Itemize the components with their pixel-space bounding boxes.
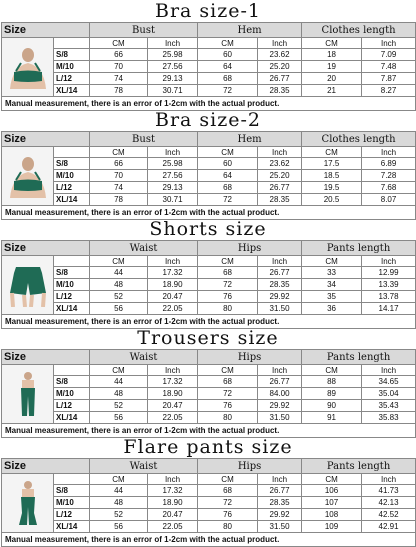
measurement-value: 20.5 <box>302 194 362 206</box>
measurement-value: 29.92 <box>258 400 302 412</box>
measurement-value: 29.13 <box>148 73 198 85</box>
unit-cm: CM <box>90 365 148 376</box>
table-row <box>2 85 416 97</box>
table-row <box>2 279 416 291</box>
unit-inch: Inch <box>362 474 416 485</box>
measurement-header: Bust <box>90 132 198 147</box>
measurement-value: 13.78 <box>362 291 416 303</box>
measurement-note: Manual measurement, there is an error of 1-2cm with the actual product. <box>2 206 416 220</box>
unit-cm: CM <box>198 147 258 158</box>
table-row <box>2 61 416 73</box>
measurement-value: 7.48 <box>362 61 416 73</box>
unit-cm: CM <box>198 474 258 485</box>
measurement-value: 35 <box>302 291 362 303</box>
unit-cm: CM <box>90 256 148 267</box>
measurement-value: 23.62 <box>258 158 302 170</box>
measurement-value: 42.91 <box>362 521 416 533</box>
measurement-value: 31.50 <box>258 412 302 424</box>
size-column-header: Size <box>2 350 90 365</box>
measurement-value: 7.28 <box>362 170 416 182</box>
size-section <box>0 218 416 327</box>
measurement-value: 76 <box>198 509 258 521</box>
unit-cm: CM <box>302 147 362 158</box>
section-title: Flare pants size <box>123 436 293 458</box>
size-section <box>0 327 416 436</box>
size-label: XL/14 <box>54 303 90 315</box>
measurement-value: 80 <box>198 303 258 315</box>
measurement-value: 30.71 <box>148 85 198 97</box>
size-label: S/8 <box>54 267 90 279</box>
measurement-header: Bust <box>90 23 198 38</box>
measurement-value: 80 <box>198 521 258 533</box>
table-row <box>2 303 416 315</box>
size-unit-blank <box>54 38 90 49</box>
measurement-value: 25.20 <box>258 61 302 73</box>
measurement-value: 17.32 <box>148 267 198 279</box>
table-row <box>2 521 416 533</box>
table-row <box>2 509 416 521</box>
measurement-value: 26.77 <box>258 376 302 388</box>
measurement-value: 64 <box>198 61 258 73</box>
unit-inch: Inch <box>258 256 302 267</box>
measurement-value: 72 <box>198 85 258 97</box>
measurement-value: 68 <box>198 376 258 388</box>
measurement-value: 35.43 <box>362 400 416 412</box>
measurement-value: 25.98 <box>148 158 198 170</box>
shorts-photo-icon <box>2 256 54 315</box>
measurement-value: 22.05 <box>148 521 198 533</box>
measurement-value: 106 <box>302 485 362 497</box>
unit-cm: CM <box>90 474 148 485</box>
measurement-value: 26.77 <box>258 267 302 279</box>
measurement-value: 72 <box>198 194 258 206</box>
unit-cm: CM <box>90 147 148 158</box>
measurement-value: 27.56 <box>148 170 198 182</box>
measurement-value: 48 <box>90 279 148 291</box>
measurement-value: 21 <box>302 85 362 97</box>
measurement-value: 6.89 <box>362 158 416 170</box>
measurement-value: 12.99 <box>362 267 416 279</box>
unit-cm: CM <box>90 38 148 49</box>
unit-cm: CM <box>302 256 362 267</box>
flare-pants-photo-icon <box>2 474 54 533</box>
measurement-value: 33 <box>302 267 362 279</box>
measurement-value: 78 <box>90 85 148 97</box>
measurement-value: 48 <box>90 388 148 400</box>
measurement-value: 28.35 <box>258 194 302 206</box>
measurement-value: 18.5 <box>302 170 362 182</box>
table-row <box>2 158 416 170</box>
measurement-value: 107 <box>302 497 362 509</box>
measurement-value: 25.20 <box>258 170 302 182</box>
size-column-header: Size <box>2 241 90 256</box>
unit-inch: Inch <box>148 365 198 376</box>
size-unit-blank <box>54 256 90 267</box>
size-label: M/10 <box>54 170 90 182</box>
size-label: M/10 <box>54 497 90 509</box>
table-row <box>2 49 416 61</box>
size-label: S/8 <box>54 158 90 170</box>
size-label: L/12 <box>54 182 90 194</box>
measurement-header: Waist <box>90 459 198 474</box>
measurement-value: 72 <box>198 388 258 400</box>
size-table <box>1 349 416 438</box>
measurement-value: 72 <box>198 497 258 509</box>
measurement-value: 20.47 <box>148 291 198 303</box>
measurement-header: Hips <box>198 241 302 256</box>
measurement-value: 70 <box>90 61 148 73</box>
measurement-value: 8.07 <box>362 194 416 206</box>
table-row <box>2 376 416 388</box>
measurement-header: Hem <box>198 23 302 38</box>
measurement-value: 44 <box>90 267 148 279</box>
size-column-header: Size <box>2 23 90 38</box>
measurement-note: Manual measurement, there is an error of 1-2cm with the actual product. <box>2 533 416 547</box>
size-label: XL/14 <box>54 85 90 97</box>
measurement-value: 88 <box>302 376 362 388</box>
measurement-header: Waist <box>90 241 198 256</box>
measurement-note: Manual measurement, there is an error of 1-2cm with the actual product. <box>2 97 416 111</box>
measurement-value: 25.98 <box>148 49 198 61</box>
measurement-value: 28.35 <box>258 279 302 291</box>
measurement-value: 34 <box>302 279 362 291</box>
measurement-value: 80 <box>198 412 258 424</box>
measurement-value: 52 <box>90 291 148 303</box>
measurement-value: 44 <box>90 485 148 497</box>
measurement-header: Pants length <box>302 459 416 474</box>
unit-inch: Inch <box>258 365 302 376</box>
size-label: L/12 <box>54 509 90 521</box>
measurement-value: 26.77 <box>258 182 302 194</box>
measurement-value: 13.39 <box>362 279 416 291</box>
table-row <box>2 412 416 424</box>
size-table <box>1 131 416 220</box>
measurement-value: 91 <box>302 412 362 424</box>
size-column-header: Size <box>2 132 90 147</box>
size-label: S/8 <box>54 49 90 61</box>
measurement-value: 74 <box>90 73 148 85</box>
size-label: L/12 <box>54 291 90 303</box>
measurement-value: 52 <box>90 400 148 412</box>
size-table <box>1 240 416 329</box>
table-row <box>2 73 416 85</box>
size-label: S/8 <box>54 376 90 388</box>
unit-inch: Inch <box>148 256 198 267</box>
measurement-value: 68 <box>198 73 258 85</box>
size-label: XL/14 <box>54 194 90 206</box>
measurement-value: 23.62 <box>258 49 302 61</box>
measurement-value: 76 <box>198 291 258 303</box>
measurement-header: Waist <box>90 350 198 365</box>
size-label: M/10 <box>54 388 90 400</box>
measurement-header: Clothes length <box>302 132 416 147</box>
measurement-value: 56 <box>90 521 148 533</box>
measurement-value: 22.05 <box>148 303 198 315</box>
size-unit-blank <box>54 147 90 158</box>
unit-inch: Inch <box>362 256 416 267</box>
section-title: Bra size-1 <box>154 0 261 22</box>
measurement-header: Pants length <box>302 350 416 365</box>
measurement-note: Manual measurement, there is an error of 1-2cm with the actual product. <box>2 424 416 438</box>
measurement-value: 18.90 <box>148 388 198 400</box>
table-row <box>2 497 416 509</box>
table-row <box>2 388 416 400</box>
measurement-header: Pants length <box>302 241 416 256</box>
size-section <box>0 109 416 218</box>
measurement-value: 27.56 <box>148 61 198 73</box>
measurement-value: 42.13 <box>362 497 416 509</box>
measurement-value: 7.09 <box>362 49 416 61</box>
measurement-value: 44 <box>90 376 148 388</box>
measurement-value: 84.00 <box>258 388 302 400</box>
measurement-value: 30.71 <box>148 194 198 206</box>
unit-cm: CM <box>302 474 362 485</box>
measurement-value: 66 <box>90 49 148 61</box>
measurement-header: Hips <box>198 350 302 365</box>
measurement-value: 17.5 <box>302 158 362 170</box>
unit-inch: Inch <box>362 147 416 158</box>
measurement-value: 56 <box>90 412 148 424</box>
unit-inch: Inch <box>148 474 198 485</box>
measurement-value: 35.04 <box>362 388 416 400</box>
measurement-value: 72 <box>198 279 258 291</box>
measurement-value: 48 <box>90 497 148 509</box>
table-row <box>2 485 416 497</box>
measurement-value: 90 <box>302 400 362 412</box>
unit-inch: Inch <box>258 474 302 485</box>
table-row <box>2 400 416 412</box>
measurement-value: 7.87 <box>362 73 416 85</box>
measurement-value: 60 <box>198 49 258 61</box>
measurement-value: 18 <box>302 49 362 61</box>
size-table <box>1 458 416 547</box>
measurement-value: 20 <box>302 73 362 85</box>
unit-inch: Inch <box>258 147 302 158</box>
table-row <box>2 170 416 182</box>
unit-inch: Inch <box>362 365 416 376</box>
measurement-value: 22.05 <box>148 412 198 424</box>
measurement-value: 78 <box>90 194 148 206</box>
size-label: M/10 <box>54 61 90 73</box>
size-label: XL/14 <box>54 521 90 533</box>
size-unit-blank <box>54 365 90 376</box>
size-section <box>0 436 416 545</box>
measurement-value: 64 <box>198 170 258 182</box>
size-label: S/8 <box>54 485 90 497</box>
measurement-value: 28.35 <box>258 497 302 509</box>
measurement-value: 28.35 <box>258 85 302 97</box>
measurement-value: 41.73 <box>362 485 416 497</box>
measurement-value: 60 <box>198 158 258 170</box>
measurement-value: 14.17 <box>362 303 416 315</box>
unit-cm: CM <box>302 38 362 49</box>
measurement-value: 76 <box>198 400 258 412</box>
measurement-value: 36 <box>302 303 362 315</box>
table-row <box>2 182 416 194</box>
unit-inch: Inch <box>362 38 416 49</box>
unit-cm: CM <box>198 256 258 267</box>
size-label: XL/14 <box>54 412 90 424</box>
section-title: Shorts size <box>149 218 267 240</box>
measurement-value: 29.92 <box>258 291 302 303</box>
measurement-value: 70 <box>90 170 148 182</box>
measurement-value: 17.32 <box>148 376 198 388</box>
size-label: M/10 <box>54 279 90 291</box>
measurement-value: 66 <box>90 158 148 170</box>
measurement-value: 18.90 <box>148 279 198 291</box>
measurement-header: Hips <box>198 459 302 474</box>
measurement-value: 108 <box>302 509 362 521</box>
measurement-value: 18.90 <box>148 497 198 509</box>
measurement-value: 31.50 <box>258 521 302 533</box>
section-title: Trousers size <box>137 327 279 349</box>
measurement-header: Clothes length <box>302 23 416 38</box>
measurement-value: 17.32 <box>148 485 198 497</box>
table-row <box>2 291 416 303</box>
table-row <box>2 267 416 279</box>
measurement-value: 26.77 <box>258 73 302 85</box>
measurement-value: 68 <box>198 182 258 194</box>
measurement-value: 34.65 <box>362 376 416 388</box>
measurement-value: 68 <box>198 267 258 279</box>
unit-inch: Inch <box>258 38 302 49</box>
measurement-value: 31.50 <box>258 303 302 315</box>
unit-cm: CM <box>198 365 258 376</box>
unit-inch: Inch <box>148 38 198 49</box>
measurement-value: 26.77 <box>258 485 302 497</box>
unit-cm: CM <box>198 38 258 49</box>
measurement-value: 7.68 <box>362 182 416 194</box>
section-title: Bra size-2 <box>154 109 261 131</box>
measurement-value: 74 <box>90 182 148 194</box>
measurement-value: 68 <box>198 485 258 497</box>
measurement-value: 8.27 <box>362 85 416 97</box>
measurement-value: 56 <box>90 303 148 315</box>
measurement-header: Hem <box>198 132 302 147</box>
trousers-photo-icon <box>2 365 54 424</box>
measurement-value: 42.52 <box>362 509 416 521</box>
bra-photo-icon <box>2 147 54 206</box>
bra-photo-icon <box>2 38 54 97</box>
unit-cm: CM <box>302 365 362 376</box>
size-unit-blank <box>54 474 90 485</box>
measurement-value: 89 <box>302 388 362 400</box>
measurement-note: Manual measurement, there is an error of 1-2cm with the actual product. <box>2 315 416 329</box>
measurement-value: 19 <box>302 61 362 73</box>
table-row <box>2 194 416 206</box>
measurement-value: 20.47 <box>148 400 198 412</box>
measurement-value: 20.47 <box>148 509 198 521</box>
size-section <box>0 0 416 109</box>
measurement-value: 19.5 <box>302 182 362 194</box>
size-label: L/12 <box>54 400 90 412</box>
measurement-value: 29.13 <box>148 182 198 194</box>
size-label: L/12 <box>54 73 90 85</box>
measurement-value: 52 <box>90 509 148 521</box>
measurement-value: 35.83 <box>362 412 416 424</box>
size-table <box>1 22 416 111</box>
measurement-value: 29.92 <box>258 509 302 521</box>
unit-inch: Inch <box>148 147 198 158</box>
measurement-value: 109 <box>302 521 362 533</box>
size-column-header: Size <box>2 459 90 474</box>
